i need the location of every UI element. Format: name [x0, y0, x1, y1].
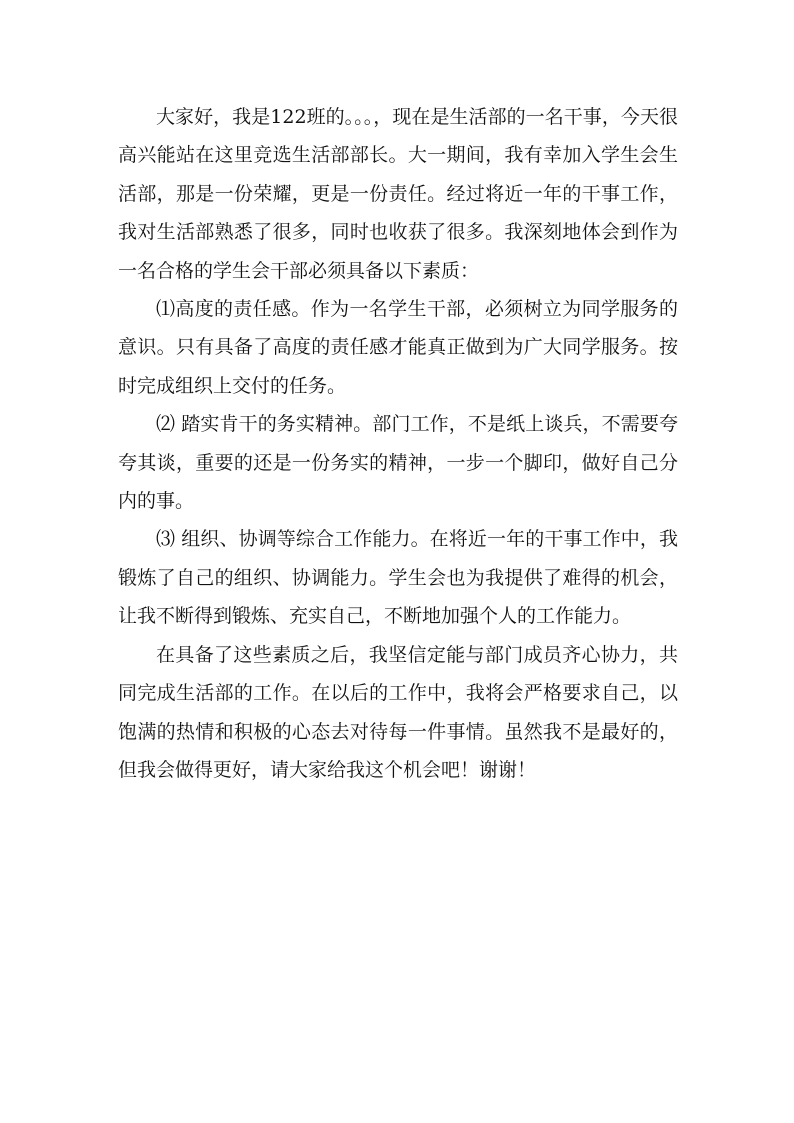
paragraph-intro: 大家好，我是122班的。。。，现在是生活部的一名干事，今天很高兴能站在这里竞选生活部部长。大一期间，我有幸加入学生会生活部，那是一份荣耀，更是一份责任。经过将近一年的干事工作，我对生活部熟悉了很多，同时也收获了很多。我深刻地体会到作为一名合格的学生会干部必须具备以下素质： — [118, 106, 678, 282]
paragraph-conclusion: 在具备了这些素质之后，我坚信定能与部门成员齐心协力，共同完成生活部的工作。在以后的工作中，我将会严格要求自己，以饱满的热情和积极的心态去对待每一件事情。虽然我不是最好的，但我会做得更好，请大家给我这个机会吧！谢谢！ — [118, 643, 678, 781]
document-body — [118, 98, 678, 789]
paragraph-point-2: ⑵ 踏实肯干的务实精神。部门工作，不是纸上谈兵，不需要夸夸其谈，重要的还是一份务实的精神，一步一个脚印，做好自己分内的事。 — [118, 413, 678, 513]
paragraph-point-1: ⑴高度的责任感。作为一名学生干部，必须树立为同学服务的意识。只有具备了高度的责任感才能真正做到为广大同学服务。按时完成组织上交付的任务。 — [118, 298, 678, 397]
paragraph-point-3: ⑶ 组织、协调等综合工作能力。在将近一年的干事工作中，我锻炼了自己的组织、协调能力。学生会也为我提供了难得的机会，让我不断得到锻炼、充实自己，不断地加强个人的工作能力。 — [118, 528, 678, 628]
